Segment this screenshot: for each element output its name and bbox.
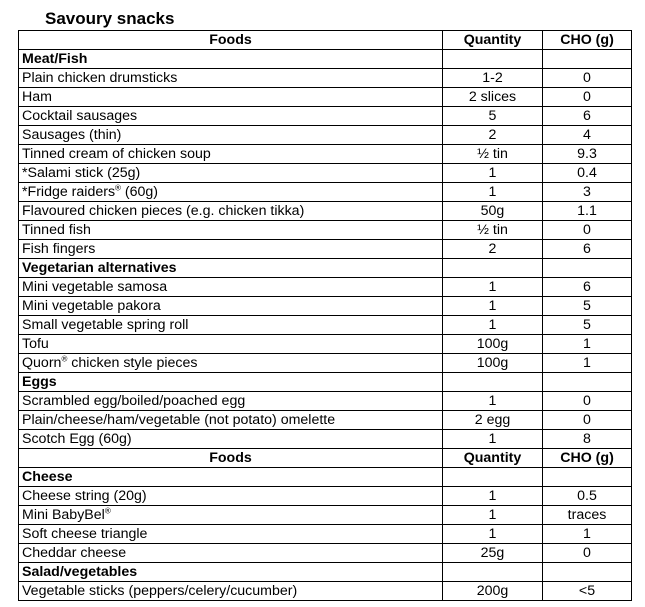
category-qty-empty <box>443 563 543 582</box>
cho-cell: 0 <box>543 69 632 88</box>
food-name: Mini BabyBel <box>22 507 105 523</box>
cho-cell: 0.5 <box>543 487 632 506</box>
table-row <box>19 316 632 335</box>
category-label: Eggs <box>19 373 443 392</box>
food-cell: Tofu <box>19 335 443 354</box>
category-qty-empty <box>443 50 543 69</box>
quantity-cell: 5 <box>443 107 543 126</box>
cho-cell: 0 <box>543 411 632 430</box>
quantity-cell: 1 <box>443 316 543 335</box>
header-cho: CHO (g) <box>543 449 632 468</box>
quantity-cell: 1 <box>443 183 543 202</box>
quantity-cell: 1 <box>443 430 543 449</box>
page-title: Savoury snacks <box>45 9 175 28</box>
food-cell: Cheese string (20g) <box>19 487 443 506</box>
cho-cell: 5 <box>543 316 632 335</box>
food-name: Quorn <box>22 355 62 371</box>
table-row <box>19 278 632 297</box>
food-cell: Plain chicken drumsticks <box>19 69 443 88</box>
category-qty-empty <box>443 259 543 278</box>
snacks-table-body <box>19 31 632 601</box>
table-row <box>19 126 632 145</box>
table-header-row <box>19 449 632 468</box>
header-cho: CHO (g) <box>543 31 632 50</box>
food-cell <box>19 183 443 202</box>
table-row <box>19 221 632 240</box>
category-qty-empty <box>443 468 543 487</box>
table-row <box>19 145 632 164</box>
table-row <box>19 430 632 449</box>
category-row-vegetarian-alternatives <box>19 259 632 278</box>
cho-cell: 1 <box>543 335 632 354</box>
food-cell: Scrambled egg/boiled/poached egg <box>19 392 443 411</box>
snacks-table <box>18 30 632 601</box>
food-cell: Soft cheese triangle <box>19 525 443 544</box>
cho-cell: 3 <box>543 183 632 202</box>
category-label: Salad/vegetables <box>19 563 443 582</box>
quantity-cell: 1 <box>443 392 543 411</box>
cho-cell: 1 <box>543 525 632 544</box>
food-cell: Vegetable sticks (peppers/celery/cucumber) <box>19 582 443 601</box>
category-cho-empty <box>543 468 632 487</box>
quantity-cell: 200g <box>443 582 543 601</box>
header-foods: Foods <box>19 31 443 50</box>
quantity-cell: 1 <box>443 506 543 525</box>
food-cell: Sausages (thin) <box>19 126 443 145</box>
food-cell: Flavoured chicken pieces (e.g. chicken tikka) <box>19 202 443 221</box>
quantity-cell: 2 slices <box>443 88 543 107</box>
cho-cell: 0 <box>543 88 632 107</box>
food-cell <box>19 354 443 373</box>
food-cell: Tinned cream of chicken soup <box>19 145 443 164</box>
table-row <box>19 582 632 601</box>
cho-cell: 6 <box>543 240 632 259</box>
food-name-suffix: (60g) <box>120 184 159 200</box>
category-label: Vegetarian alternatives <box>19 259 443 278</box>
table-row <box>19 392 632 411</box>
table-row <box>19 335 632 354</box>
quantity-cell: 1 <box>443 487 543 506</box>
quantity-cell: ½ tin <box>443 145 543 164</box>
registered-mark: ® <box>104 506 111 516</box>
table-header-row <box>19 31 632 50</box>
quantity-cell: 100g <box>443 335 543 354</box>
food-cell: Mini vegetable pakora <box>19 297 443 316</box>
header-foods: Foods <box>19 449 443 468</box>
food-cell: Cocktail sausages <box>19 107 443 126</box>
quantity-cell: 1 <box>443 164 543 183</box>
table-row <box>19 88 632 107</box>
table-row <box>19 544 632 563</box>
category-label: Cheese <box>19 468 443 487</box>
cho-cell: 0.4 <box>543 164 632 183</box>
category-row-meat-fish <box>19 50 632 69</box>
registered-mark: ® <box>115 183 121 193</box>
quantity-cell: 2 <box>443 240 543 259</box>
food-name-suffix: chicken style pieces <box>67 355 198 371</box>
table-row <box>19 354 632 373</box>
cho-cell: 6 <box>543 278 632 297</box>
food-cell: Ham <box>19 88 443 107</box>
table-row <box>19 183 632 202</box>
table-row <box>19 411 632 430</box>
food-cell: Mini vegetable samosa <box>19 278 443 297</box>
registered-mark: ® <box>61 354 68 364</box>
category-cho-empty <box>543 563 632 582</box>
table-row <box>19 202 632 221</box>
table-row <box>19 506 632 525</box>
header-quantity: Quantity <box>443 31 543 50</box>
food-cell: Scotch Egg (60g) <box>19 430 443 449</box>
category-row-salad-vegetables <box>19 563 632 582</box>
table-row <box>19 525 632 544</box>
food-name: *Fridge raiders <box>22 184 116 200</box>
cho-cell: 0 <box>543 221 632 240</box>
category-row-cheese <box>19 468 632 487</box>
cho-cell: 5 <box>543 297 632 316</box>
quantity-cell: 1 <box>443 297 543 316</box>
food-cell: Tinned fish <box>19 221 443 240</box>
cho-cell: <5 <box>543 582 632 601</box>
table-row <box>19 297 632 316</box>
quantity-cell: 1 <box>443 278 543 297</box>
cho-cell: traces <box>543 506 632 525</box>
quantity-cell: 25g <box>443 544 543 563</box>
food-cell: Plain/cheese/ham/vegetable (not potato) omelette <box>19 411 443 430</box>
food-cell: *Salami stick (25g) <box>19 164 443 183</box>
quantity-cell: 2 egg <box>443 411 543 430</box>
cho-cell: 8 <box>543 430 632 449</box>
quantity-cell: 1 <box>443 525 543 544</box>
category-cho-empty <box>543 373 632 392</box>
quantity-cell: ½ tin <box>443 221 543 240</box>
category-qty-empty <box>443 373 543 392</box>
cho-cell: 0 <box>543 544 632 563</box>
header-quantity: Quantity <box>443 449 543 468</box>
category-label: Meat/Fish <box>19 50 443 69</box>
cho-cell: 0 <box>543 392 632 411</box>
food-cell <box>19 506 443 525</box>
category-row-eggs <box>19 373 632 392</box>
table-row <box>19 107 632 126</box>
cho-cell: 1 <box>543 354 632 373</box>
table-row <box>19 487 632 506</box>
table-row <box>19 69 632 88</box>
quantity-cell: 100g <box>443 354 543 373</box>
cho-cell: 9.3 <box>543 145 632 164</box>
food-cell: Small vegetable spring roll <box>19 316 443 335</box>
quantity-cell: 2 <box>443 126 543 145</box>
cho-cell: 4 <box>543 126 632 145</box>
category-cho-empty <box>543 50 632 69</box>
category-cho-empty <box>543 259 632 278</box>
quantity-cell: 50g <box>443 202 543 221</box>
food-cell: Cheddar cheese <box>19 544 443 563</box>
quantity-cell: 1-2 <box>443 69 543 88</box>
cho-cell: 6 <box>543 107 632 126</box>
table-row <box>19 240 632 259</box>
table-row <box>19 164 632 183</box>
food-cell: Fish fingers <box>19 240 443 259</box>
cho-cell: 1.1 <box>543 202 632 221</box>
